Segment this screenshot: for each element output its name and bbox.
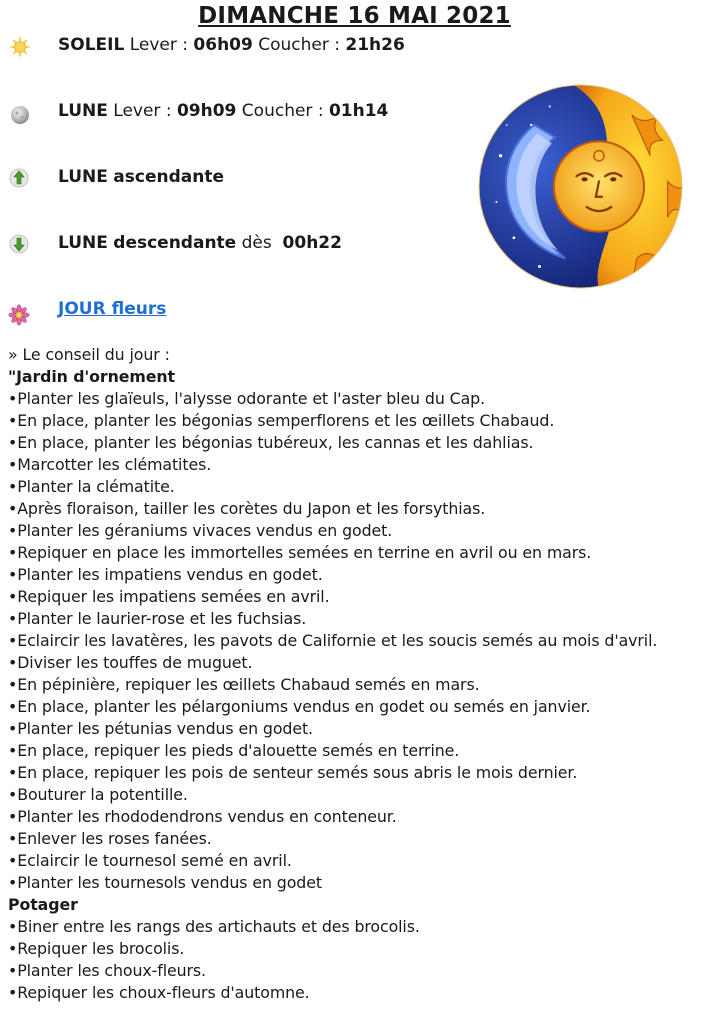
list-item: •En place, planter les bégonias tubéreux, les cannas et les dahlias. — [8, 433, 534, 452]
soleil-coucher-time: 21h26 — [345, 35, 405, 55]
lune-lever-label: Lever : — [113, 101, 172, 121]
list-item: •Eclaircir le tournesol semé en avril. — [8, 851, 292, 870]
list-item: •Bouturer la potentille. — [8, 785, 188, 804]
list-item: •Planter les tournesols vendus en godet — [8, 873, 322, 892]
flower-icon — [8, 304, 30, 326]
jour-fleurs-link[interactable]: JOUR fleurs — [58, 299, 167, 319]
list-item: •Enlever les roses fanées. — [8, 829, 212, 848]
descendante-state: descendante — [113, 233, 237, 253]
moon-icon — [9, 104, 31, 126]
list-item: •Repiquer les brocolis. — [8, 939, 185, 958]
list-item: •Après floraison, tailler les corètes du Japon et les forsythias. — [8, 499, 486, 518]
list-item: •Biner entre les rangs des artichauts et des brocolis. — [8, 917, 420, 936]
list-item: •Planter le laurier-rose et les fuchsias. — [8, 609, 307, 628]
descendante-time: 00h22 — [282, 233, 342, 253]
list-item: •En pépinière, repiquer les œillets Chabaud semés en mars. — [8, 675, 480, 694]
sun-icon — [10, 37, 30, 57]
list-item: •Planter les choux-fleurs. — [8, 961, 206, 980]
lune-coucher-label: Coucher : — [241, 101, 324, 121]
lune-descendante-row — [58, 233, 342, 253]
soleil-lever-label: Lever : — [129, 35, 188, 55]
sun-moon-emblem-icon — [478, 84, 683, 289]
lune-lever-time: 09h09 — [176, 101, 237, 121]
list-item: •Planter les glaïeuls, l'alysse odorante et l'aster bleu du Cap. — [8, 389, 486, 408]
list-item: •Planter les rhododendrons vendus en conteneur. — [8, 807, 397, 826]
lune-ascendante-row — [58, 167, 224, 187]
lune-label: LUNE — [58, 101, 108, 121]
list-item: •Planter les impatiens vendus en godet. — [8, 565, 323, 584]
soleil-label: SOLEIL — [58, 35, 125, 55]
list-item: •Planter les pétunias vendus en godet. — [8, 719, 313, 738]
soleil-lever-time: 06h09 — [193, 35, 253, 55]
ascendante-label: LUNE — [58, 167, 108, 187]
lune-coucher-time: 01h14 — [328, 101, 389, 121]
list-item: •En place, planter les pélargoniums vendus en godet ou semés en janvier. — [8, 697, 591, 716]
section-jardin-title: "Jardin d'ornement — [8, 367, 175, 386]
lune-row — [58, 101, 388, 121]
list-item: •En place, repiquer les pieds d'alouette semés en terrine. — [8, 741, 460, 760]
list-item: •Diviser les touffes de muguet. — [8, 653, 253, 672]
page-title: DIMANCHE 16 MAI 2021 — [198, 3, 511, 29]
list-item: •Planter la clématite. — [8, 477, 175, 496]
list-item: •Repiquer les choux-fleurs d'automne. — [8, 983, 310, 1002]
list-item: •Marcotter les clématites. — [8, 455, 212, 474]
green-up-arrow-icon — [9, 168, 29, 188]
conseil-du-jour — [8, 344, 698, 1004]
section-potager-title: Potager — [8, 895, 78, 914]
descendante-label: LUNE — [58, 233, 108, 253]
list-item: •Planter les géraniums vivaces vendus en godet. — [8, 521, 393, 540]
conseil-intro: » Le conseil du jour : — [8, 345, 170, 364]
soleil-coucher-label: Coucher : — [258, 35, 340, 55]
list-item: •Repiquer en place les immortelles semées en terrine en avril ou en mars. — [8, 543, 592, 562]
list-item: •Repiquer les impatiens semées en avril. — [8, 587, 330, 606]
list-item: •En place, repiquer les pois de senteur semés sous abris le mois dernier. — [8, 763, 578, 782]
ascendante-state: ascendante — [113, 167, 224, 187]
green-down-arrow-icon — [9, 234, 29, 254]
list-item: •Eclaircir les lavatères, les pavots de Californie et les soucis semés au mois d'avril. — [8, 631, 658, 650]
list-item: •En place, planter les bégonias semperflorens et les œillets Chabaud. — [8, 411, 555, 430]
soleil-row — [58, 35, 405, 55]
descendante-des: dès — [241, 233, 272, 253]
